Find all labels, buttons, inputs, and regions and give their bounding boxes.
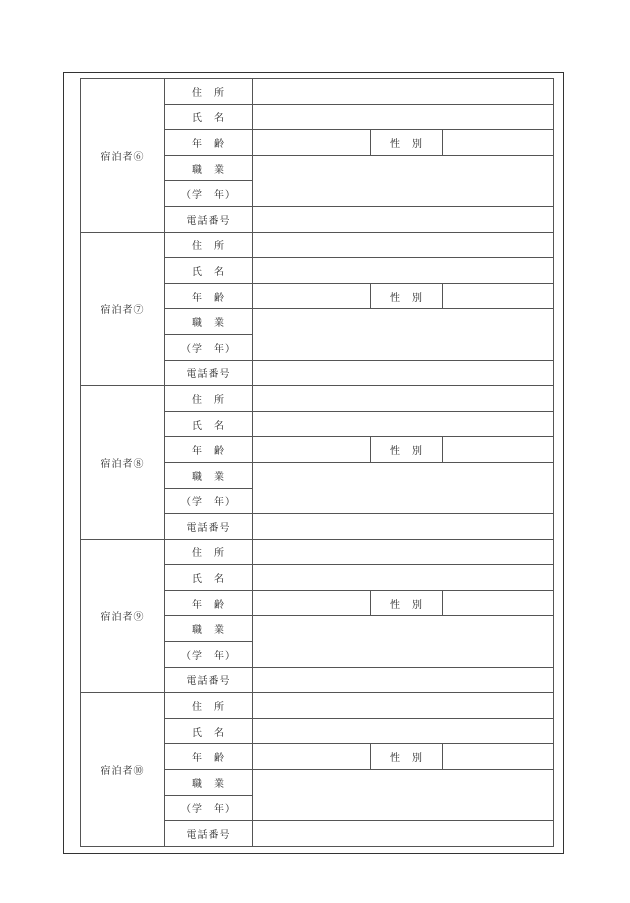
age-field[interactable] [253,283,371,309]
occupation-field[interactable] [253,616,554,667]
occupation-label: 職 業 [165,770,253,796]
age-field[interactable] [253,590,371,616]
name-field[interactable] [253,718,554,744]
phone-label: 電話番号 [165,360,253,386]
sex-field[interactable] [443,283,554,309]
row-address [81,232,554,258]
guest-form-table [80,78,554,847]
address-field[interactable] [253,232,554,258]
school-year-label: （学 年） [165,181,253,207]
sex-label: 性 別 [371,283,443,309]
phone-field[interactable] [253,514,554,540]
address-field[interactable] [253,79,554,105]
phone-label: 電話番号 [165,667,253,693]
address-label: 住 所 [165,386,253,412]
phone-label: 電話番号 [165,821,253,847]
occupation-field[interactable] [253,309,554,360]
guest-label: 宿泊者⑥ [81,79,165,233]
age-label: 年 齢 [165,437,253,463]
school-year-label: （学 年） [165,488,253,514]
guest-label: 宿泊者⑨ [81,539,165,693]
age-field[interactable] [253,130,371,156]
row-address [81,386,554,412]
name-label: 氏 名 [165,718,253,744]
name-field[interactable] [253,258,554,284]
school-year-label: （学 年） [165,642,253,668]
age-label: 年 齢 [165,283,253,309]
sex-label: 性 別 [371,744,443,770]
age-label: 年 齢 [165,590,253,616]
address-label: 住 所 [165,232,253,258]
age-label: 年 齢 [165,744,253,770]
name-label: 氏 名 [165,411,253,437]
name-field[interactable] [253,104,554,130]
name-field[interactable] [253,411,554,437]
address-field[interactable] [253,539,554,565]
guest-label: 宿泊者⑩ [81,693,165,847]
row-address [81,693,554,719]
address-label: 住 所 [165,539,253,565]
phone-field[interactable] [253,667,554,693]
sex-field[interactable] [443,130,554,156]
phone-field[interactable] [253,206,554,232]
phone-field[interactable] [253,821,554,847]
name-label: 氏 名 [165,565,253,591]
address-label: 住 所 [165,79,253,105]
name-field[interactable] [253,565,554,591]
name-label: 氏 名 [165,104,253,130]
occupation-field[interactable] [253,155,554,206]
school-year-label: （学 年） [165,795,253,821]
phone-field[interactable] [253,360,554,386]
sex-label: 性 別 [371,130,443,156]
row-address [81,79,554,105]
address-label: 住 所 [165,693,253,719]
name-label: 氏 名 [165,258,253,284]
occupation-field[interactable] [253,462,554,513]
occupation-field[interactable] [253,770,554,821]
occupation-label: 職 業 [165,462,253,488]
occupation-label: 職 業 [165,616,253,642]
sex-label: 性 別 [371,437,443,463]
phone-label: 電話番号 [165,514,253,540]
address-field[interactable] [253,386,554,412]
school-year-label: （学 年） [165,334,253,360]
guest-label: 宿泊者⑦ [81,232,165,386]
occupation-label: 職 業 [165,309,253,335]
age-label: 年 齢 [165,130,253,156]
phone-label: 電話番号 [165,206,253,232]
sex-field[interactable] [443,744,554,770]
occupation-label: 職 業 [165,155,253,181]
row-address [81,539,554,565]
age-field[interactable] [253,437,371,463]
sex-field[interactable] [443,590,554,616]
sex-field[interactable] [443,437,554,463]
guest-label: 宿泊者⑧ [81,386,165,540]
age-field[interactable] [253,744,371,770]
sex-label: 性 別 [371,590,443,616]
address-field[interactable] [253,693,554,719]
